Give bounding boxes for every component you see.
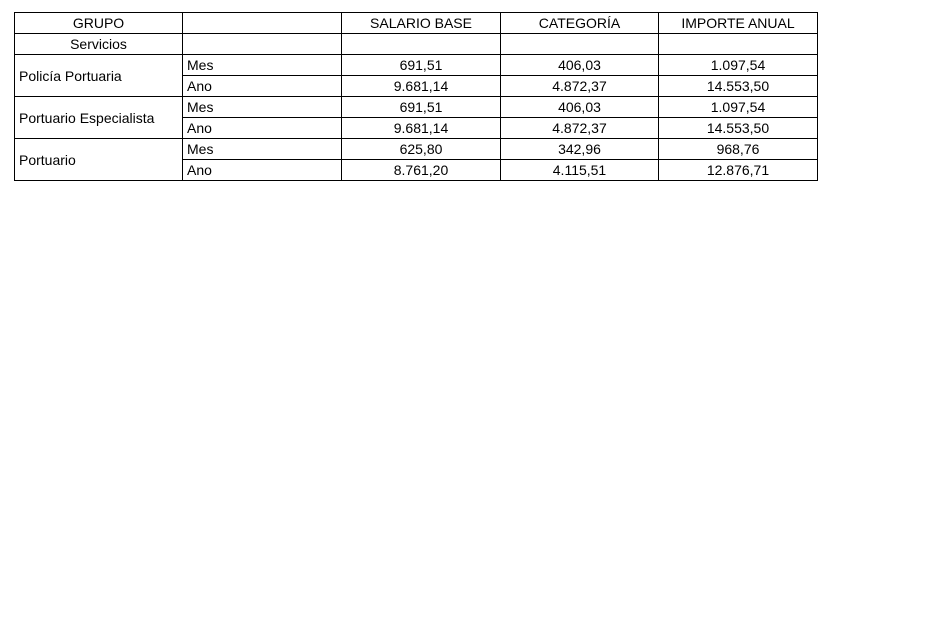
empty-cell bbox=[659, 34, 818, 55]
empty-cell bbox=[342, 34, 501, 55]
salario-base-cell: 9.681,14 bbox=[342, 118, 501, 139]
importe-anual-cell: 968,76 bbox=[659, 139, 818, 160]
salario-base-cell: 9.681,14 bbox=[342, 76, 501, 97]
group-name: Policía Portuaria bbox=[15, 55, 183, 97]
categoria-cell: 406,03 bbox=[501, 97, 659, 118]
empty-cell bbox=[501, 34, 659, 55]
salario-base-cell: 625,80 bbox=[342, 139, 501, 160]
period-cell: Mes bbox=[183, 139, 342, 160]
subheader-servicios: Servicios bbox=[15, 34, 183, 55]
salario-base-cell: 691,51 bbox=[342, 97, 501, 118]
importe-anual-cell: 1.097,54 bbox=[659, 97, 818, 118]
group-name: Portuario Especialista bbox=[15, 97, 183, 139]
importe-anual-cell: 14.553,50 bbox=[659, 118, 818, 139]
group-name: Portuario bbox=[15, 139, 183, 181]
importe-anual-cell: 12.876,71 bbox=[659, 160, 818, 181]
period-cell: Ano bbox=[183, 118, 342, 139]
table-row bbox=[15, 55, 818, 76]
table-row bbox=[15, 139, 818, 160]
categoria-cell: 4.872,37 bbox=[501, 118, 659, 139]
header-importe-anual: IMPORTE ANUAL bbox=[659, 13, 818, 34]
subheader-row bbox=[15, 34, 818, 55]
categoria-cell: 4.115,51 bbox=[501, 160, 659, 181]
importe-anual-cell: 14.553,50 bbox=[659, 76, 818, 97]
categoria-cell: 342,96 bbox=[501, 139, 659, 160]
period-cell: Ano bbox=[183, 160, 342, 181]
header-period bbox=[183, 13, 342, 34]
categoria-cell: 4.872,37 bbox=[501, 76, 659, 97]
header-salario-base: SALARIO BASE bbox=[342, 13, 501, 34]
header-grupo: GRUPO bbox=[15, 13, 183, 34]
importe-anual-cell: 1.097,54 bbox=[659, 55, 818, 76]
empty-cell bbox=[183, 34, 342, 55]
salario-base-cell: 691,51 bbox=[342, 55, 501, 76]
period-cell: Mes bbox=[183, 97, 342, 118]
salario-base-cell: 8.761,20 bbox=[342, 160, 501, 181]
header-categoria: CATEGORÍA bbox=[501, 13, 659, 34]
period-cell: Ano bbox=[183, 76, 342, 97]
period-cell: Mes bbox=[183, 55, 342, 76]
table-row bbox=[15, 97, 818, 118]
categoria-cell: 406,03 bbox=[501, 55, 659, 76]
salary-table bbox=[14, 12, 818, 181]
header-row bbox=[15, 13, 818, 34]
